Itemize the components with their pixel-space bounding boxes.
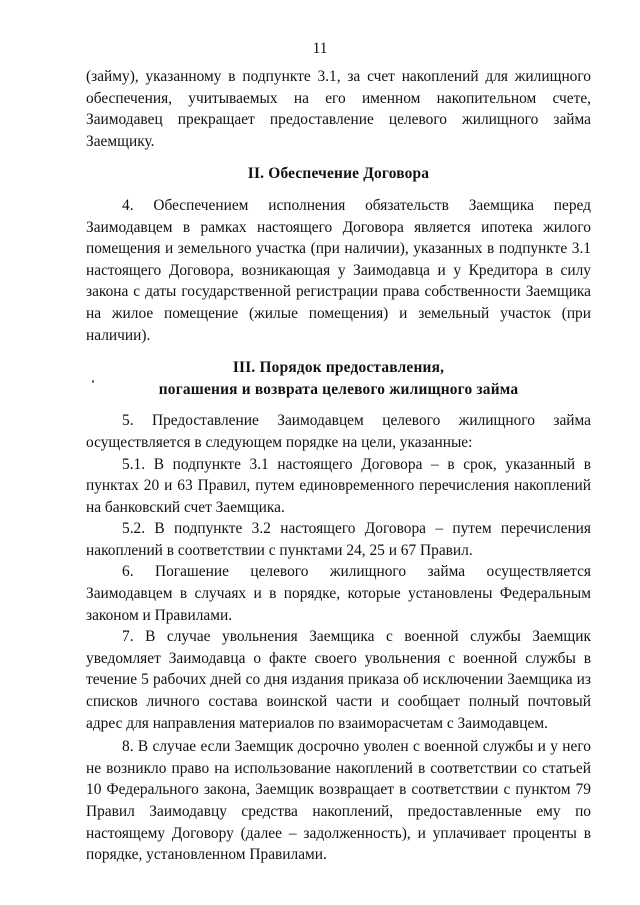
section-heading-iii (86, 357, 591, 400)
paragraph-5-1: 5.1. В подпункте 3.1 настоящего Договора – в срок, указанный в пунктах 20 и 63 Правил, путем единовременного перечисления накоплений на банковский счет Заемщика. (86, 455, 591, 516)
paragraph-8: 8. В случае если Заемщик досрочно уволен с военной службы и у него не возникло право на использование накоплений в соответствии со статьей 10 Федерального закона, Заемщик возвращает в соответствии с пунктом 79 Правил Заимодавцу средства накоплений, предоставленные ему по настоящему Договору (далее – задолженность), и уплачивает проценты в порядке, установленном Правилами. (86, 738, 591, 864)
paragraph-5-2: 5.2. В подпункте 3.2 настоящего Договора – путем перечисления накоплений в соответствии с пунктами 24, 25 и 67 Правил. (86, 520, 591, 559)
section-heading-ii: II. Обеспечение Договора (247, 165, 430, 183)
paragraph-loan-continuation: (займу), указанному в подпункте 3.1, за счет накоплений для жилищного обеспечения, учитываемых на его именном накопительном счете, Заимодавец прекращает предоставление целевого жилищного займа Заемщику. (86, 68, 591, 150)
paragraph-7: 7. В случае увольнения Заемщика с военной службы Заемщик уведомляет Заимодавца о факте своего увольнения с военной службы в течение 5 рабочих дней со дня издания приказа об исключении Заемщика из списков личного состава воинской части и сообщает полный почтовый адрес для направления материалов по взаиморасчетам с Заимодавцем. (86, 628, 591, 732)
paragraph-6: 6. Погашение целевого жилищного займа осуществляется Заимодавцем в случаях и в порядке, которые установлены Федеральным законом и Правилами. (86, 563, 591, 624)
document-body (86, 66, 591, 866)
page-number: 11 (312, 40, 328, 57)
paragraph-4: 4. Обеспечением исполнения обязательств Заемщика перед Заимодавцем в рамках настоящего Договора является ипотека жилого помещения и земельного участка (при наличии), указанных в подпункте 3.1 настоящего Договора, возникающая у Заимодавца и у Кредитора в силу закона с даты государственной регистрации права собственности Заемщика на жилое помещение (жилые помещения) и земельный участок (при наличии). (86, 196, 591, 344)
section-heading-iii-text: III. Порядок предоставления, погашения и возврата целевого жилищного займа (158, 359, 519, 398)
paragraph-5: 5. Предоставление Заимодавцем целевого жилищного займа осуществляется в следующем порядке на цели, указанные: (86, 412, 591, 451)
